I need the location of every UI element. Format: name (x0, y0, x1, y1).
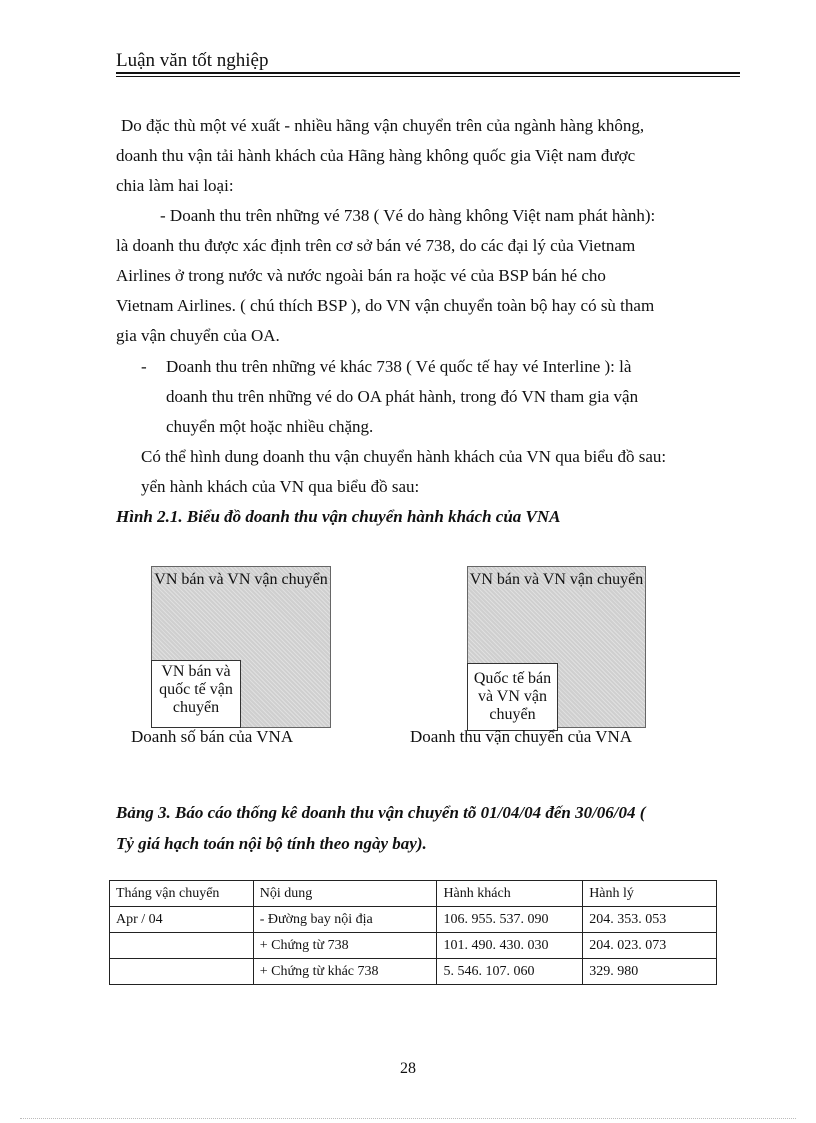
table-cell (110, 933, 254, 959)
right-small-label: Quốc tế bán và VN vận chuyển (473, 670, 552, 723)
p3-line-1: Doanh thu trên những vé khác 738 ( Vé quốc tế hay vé Interline ): là (166, 357, 632, 376)
left-big-label: VN bán và VN vận chuyển (154, 571, 328, 588)
table-cell: 204. 023. 073 (583, 933, 717, 959)
p2-line-5: gia vận chuyển của OA. (116, 326, 280, 345)
p2-line-3: Airlines ở trong nước và nước ngoài bán ra hoặc vé của BSP bán hé cho (116, 266, 606, 285)
table-header-cell: Hành khách (437, 881, 583, 907)
p1-line-1: Do đặc thù một vé xuất - nhiều hãng vận chuyển trên của ngành hàng không, (121, 116, 645, 135)
table-row (110, 959, 717, 985)
left-axis-label: Doanh số bán của VNA (131, 727, 294, 746)
table-cell: + Chứng từ 738 (253, 933, 437, 959)
header-rule-thick (116, 72, 740, 74)
page-number: 28 (400, 1060, 416, 1077)
p2-line-4: Vietnam Airlines. ( chú thích BSP ), do VN vận chuyển toàn bộ hay có sù tham (116, 296, 655, 315)
table-caption-line-1: Bảng 3. Báo cáo thống kê doanh thu vận chuyển tõ 01/04/04 đến 30/06/04 ( (116, 803, 646, 822)
revenue-table (109, 880, 717, 985)
table-cell: Apr / 04 (110, 907, 254, 933)
table-cell: 5. 546. 107. 060 (437, 959, 583, 985)
p3-line-2: doanh thu trên những vé do OA phát hành, trong đó VN tham gia vận (166, 387, 639, 406)
header-rule-thin (116, 76, 740, 77)
table-cell: 329. 980 (583, 959, 717, 985)
page-bottom-border (20, 1118, 796, 1119)
table-cell: + Chứng từ khác 738 (253, 959, 437, 985)
p1-line-3: chia làm hai loại: (116, 176, 234, 195)
table-cell: 106. 955. 537. 090 (437, 907, 583, 933)
table-header-cell: Tháng vận chuyển (110, 881, 254, 907)
table-header-cell: Nội dung (253, 881, 437, 907)
p4-line: Có thể hình dung doanh thu vận chuyển hành khách của VN qua biểu đồ sau: (141, 447, 667, 466)
table-header-row (110, 881, 717, 907)
p1-line-2: doanh thu vận tải hành khách của Hãng hàng không quốc gia Việt nam được (116, 146, 636, 165)
left-small-label: VN bán và quốc tế vận chuyển (159, 663, 233, 716)
right-axis-label: Doanh thu vận chuyển của VNA (410, 727, 633, 746)
right-small-box (467, 663, 558, 731)
table-cell: - Đường bay nội địa (253, 907, 437, 933)
left-small-box (151, 660, 241, 728)
page-header-title: Luận văn tốt nghiệp (116, 50, 269, 71)
table-caption-line-2: Tỷ giá hạch toán nội bộ tính theo ngày bay). (116, 834, 427, 853)
bullet-dash: - (141, 357, 147, 376)
table-row (110, 933, 717, 959)
table-cell (110, 959, 254, 985)
p2-line-2: là doanh thu được xác định trên cơ sở bán vé 738, do các đại lý của Vietnam (116, 236, 636, 255)
right-big-label: VN bán và VN vận chuyển (469, 571, 644, 588)
p2-line-1: - Doanh thu trên những vé 738 ( Vé do hàng không Việt nam phát hành): (160, 206, 656, 225)
p5-line: yển hành khách của VN qua biểu đồ sau: (141, 477, 420, 496)
table-cell: 101. 490. 430. 030 (437, 933, 583, 959)
table-header-cell: Hành lý (583, 881, 717, 907)
figure-caption: Hình 2.1. Biểu đồ doanh thu vận chuyển hành khách của VNA (116, 507, 561, 526)
table-cell: 204. 353. 053 (583, 907, 717, 933)
table-row (110, 907, 717, 933)
p3-line-3: chuyển một hoặc nhiều chặng. (166, 417, 374, 436)
